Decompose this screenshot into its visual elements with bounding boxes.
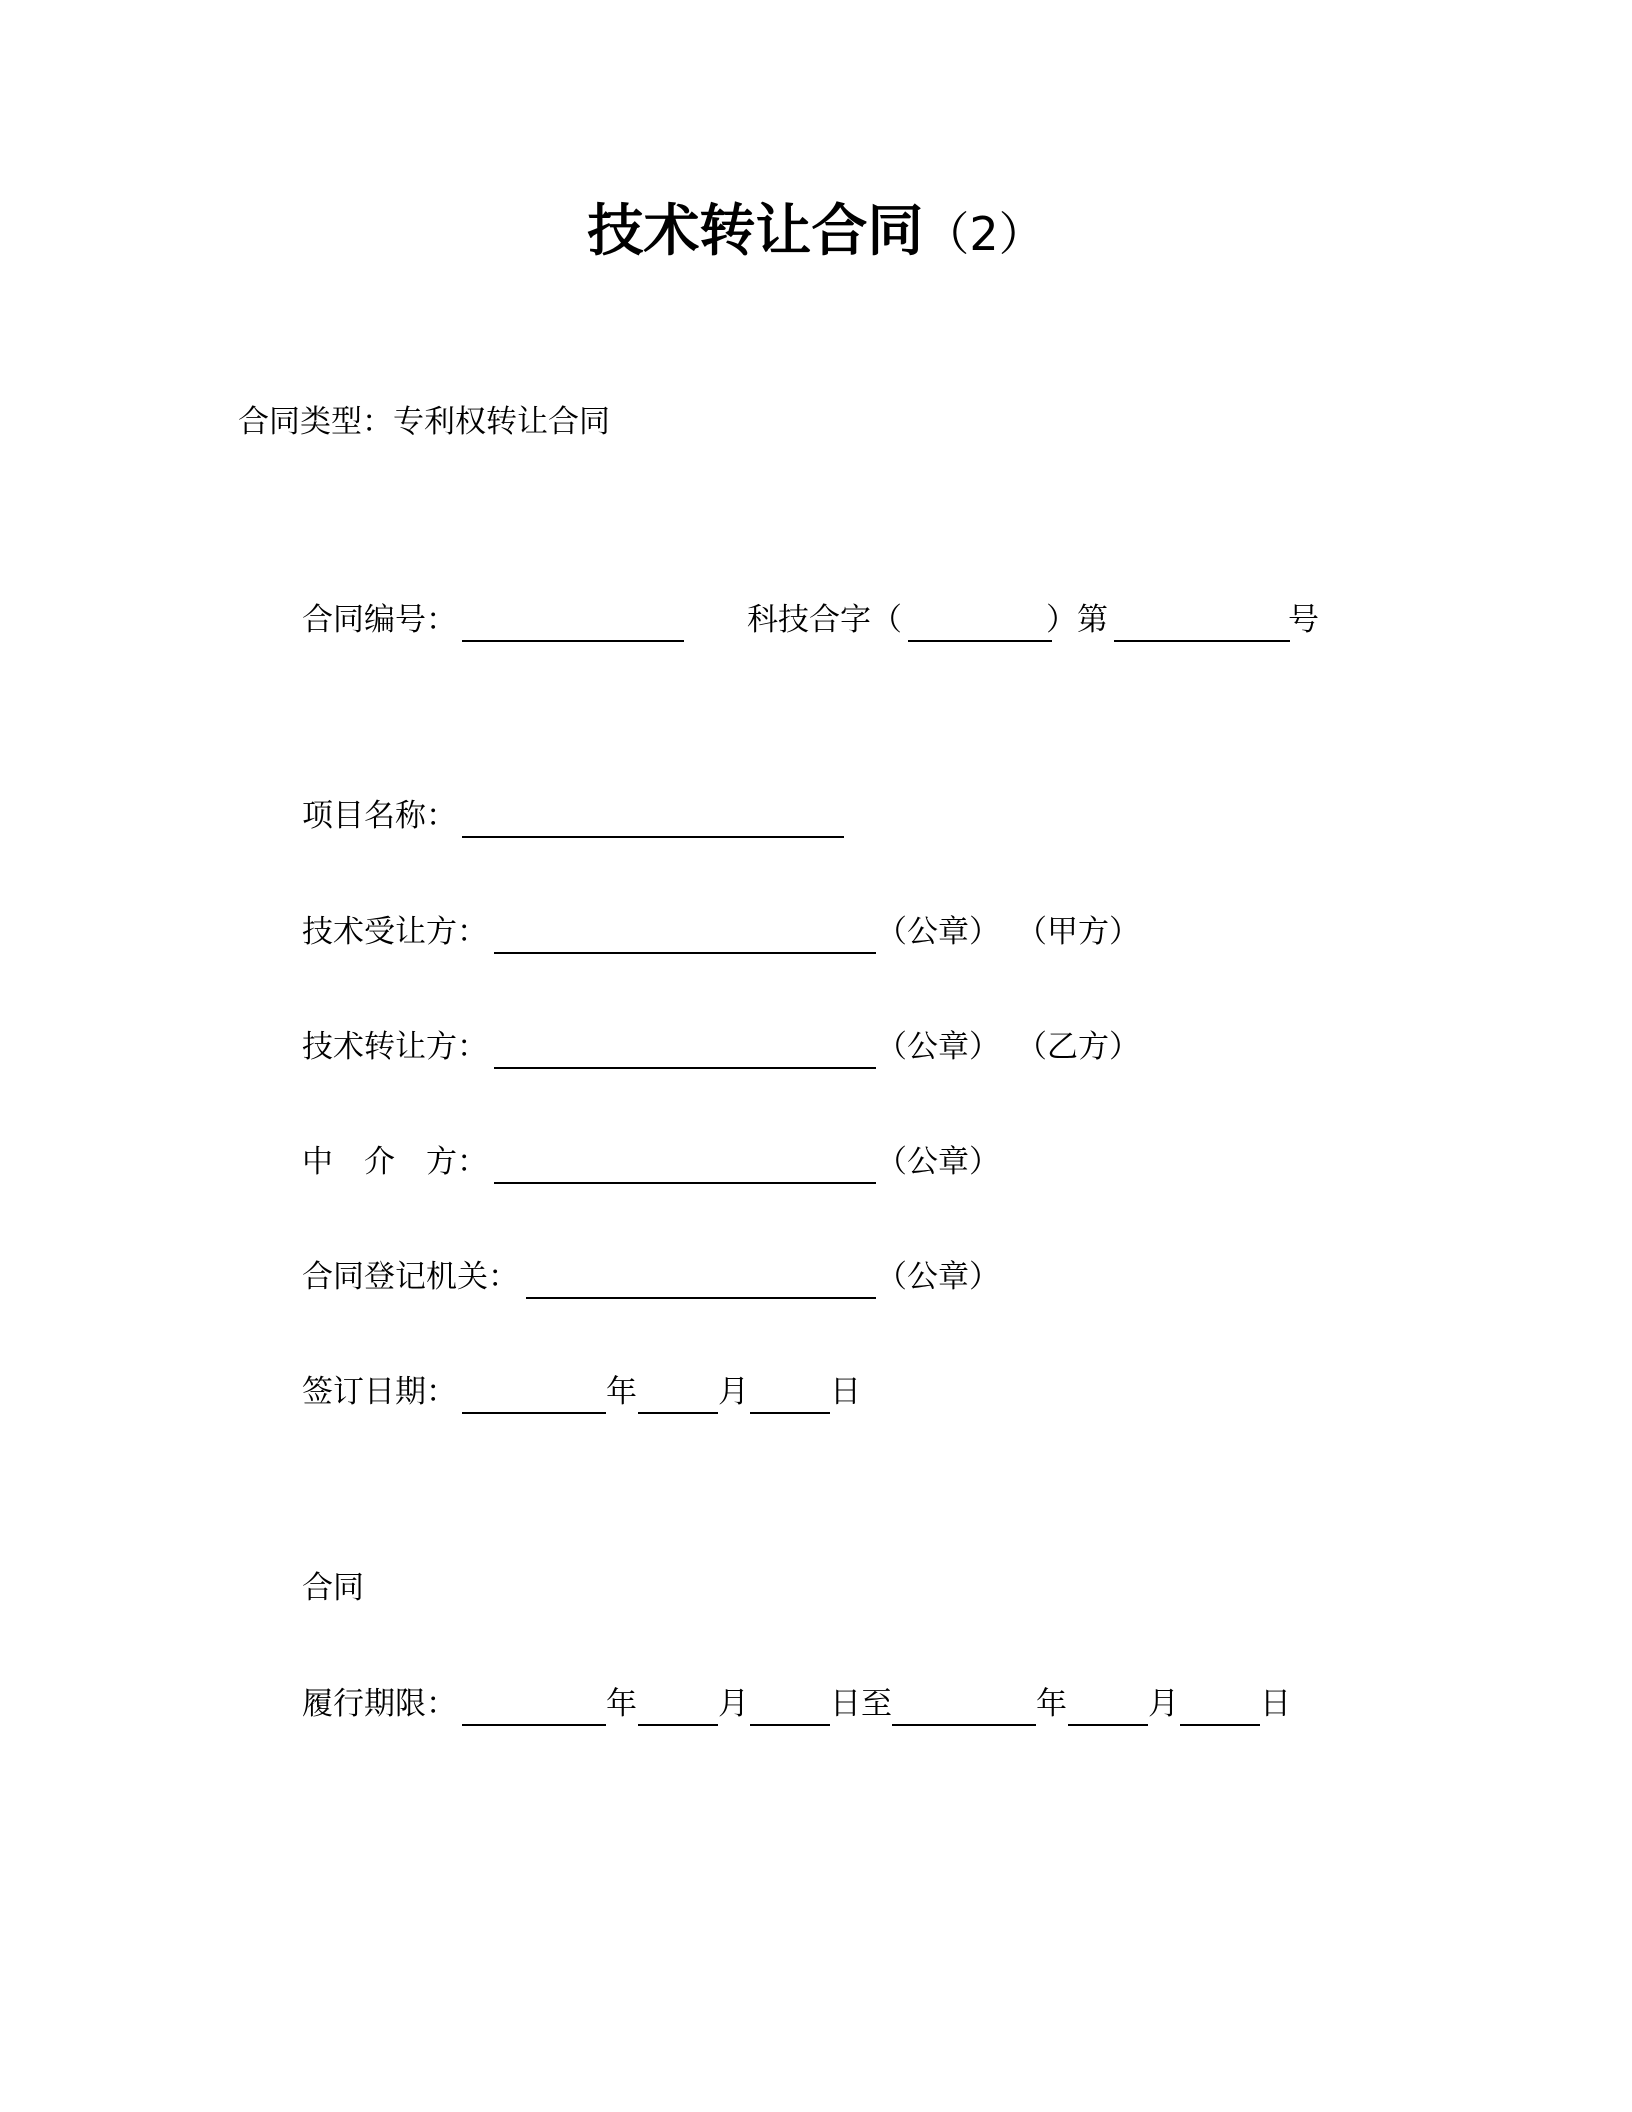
contract-number-row [302, 598, 1332, 642]
contract-number-code-blank[interactable] [908, 640, 1052, 642]
signing-year-blank[interactable] [462, 1412, 606, 1414]
signing-date-row [302, 1370, 902, 1414]
contract-number-serial-blank[interactable] [1114, 640, 1290, 642]
transferee-row [302, 910, 1162, 954]
registration-authority-seal: （公章） [876, 1259, 1000, 1295]
period-start-month-unit: 月 [718, 1686, 749, 1722]
title-text: 技术转让合同 [587, 199, 924, 264]
period-end-day-unit: 日 [1260, 1686, 1291, 1722]
project-name-label: 项目名称： [302, 798, 457, 834]
project-name-row [302, 794, 862, 838]
period-end-year-unit: 年 [1036, 1686, 1067, 1722]
transferee-seal: （公章） [876, 914, 1000, 950]
signing-date-label: 签订日期： [302, 1374, 457, 1410]
transferor-row [302, 1025, 1162, 1069]
document-title [0, 196, 1632, 270]
title-suffix: （2） [923, 207, 1045, 261]
period-day-to: 日至 [830, 1686, 892, 1722]
contract-number-middle: ）第 [1046, 602, 1108, 638]
transferee-label: 技术受让方： [302, 914, 488, 950]
contract-number-blank[interactable] [462, 640, 684, 642]
period-start-month-blank[interactable] [638, 1724, 718, 1726]
contract-number-suffix: 号 [1288, 602, 1319, 638]
contract-word-row [302, 1566, 502, 1610]
period-start-year-blank[interactable] [462, 1724, 606, 1726]
transferor-blank[interactable] [494, 1067, 876, 1069]
signing-month-blank[interactable] [638, 1412, 718, 1414]
transferee-blank[interactable] [494, 952, 876, 954]
contract-type-row [238, 400, 1038, 444]
period-end-year-blank[interactable] [892, 1724, 1036, 1726]
signing-day-blank[interactable] [750, 1412, 830, 1414]
transferee-party: （甲方） [1016, 914, 1140, 950]
period-end-month-unit: 月 [1148, 1686, 1179, 1722]
intermediary-label: 中 介 方： [302, 1144, 488, 1180]
project-name-blank[interactable] [462, 836, 844, 838]
intermediary-blank[interactable] [494, 1182, 876, 1184]
registration-authority-label: 合同登记机关： [302, 1259, 519, 1295]
signing-year-unit: 年 [606, 1374, 637, 1410]
period-start-year-unit: 年 [606, 1686, 637, 1722]
signing-day-unit: 日 [830, 1374, 861, 1410]
intermediary-row [302, 1140, 1062, 1184]
signing-month-unit: 月 [718, 1374, 749, 1410]
contract-word: 合同 [302, 1570, 364, 1606]
registration-authority-blank[interactable] [526, 1297, 876, 1299]
transferor-seal: （公章） [876, 1029, 1000, 1065]
period-end-day-blank[interactable] [1180, 1724, 1260, 1726]
performance-period-row [302, 1682, 1322, 1726]
contract-number-label: 合同编号： [302, 602, 457, 638]
transferor-party: （乙方） [1016, 1029, 1140, 1065]
performance-period-label: 履行期限： [302, 1686, 457, 1722]
transferor-label: 技术转让方： [302, 1029, 488, 1065]
contract-type-label: 合同类型：专利权转让合同 [238, 404, 610, 440]
period-end-month-blank[interactable] [1068, 1724, 1148, 1726]
registration-authority-row [302, 1255, 1062, 1299]
contract-number-prefix: 科技合字（ [747, 602, 902, 638]
intermediary-seal: （公章） [876, 1144, 1000, 1180]
period-start-day-blank[interactable] [750, 1724, 830, 1726]
